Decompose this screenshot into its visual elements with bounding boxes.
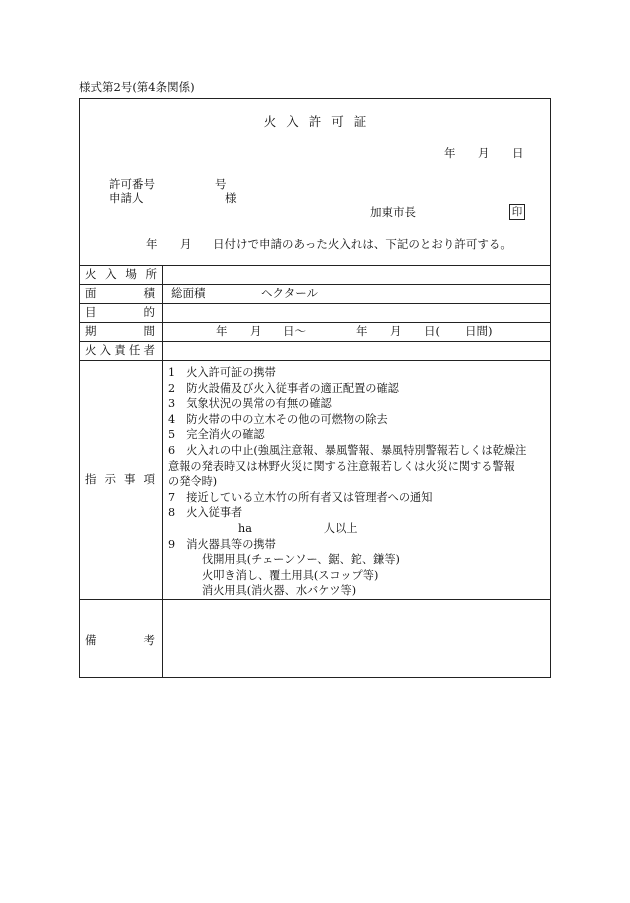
row-label-area: [85, 288, 155, 300]
row-label-place: [85, 269, 157, 281]
worker-people-unit: 人以上: [323, 521, 358, 535]
label-char: 所: [145, 267, 157, 281]
area-total-label: 総面積: [171, 286, 206, 300]
label-char: 考: [143, 633, 155, 647]
label-char: 者: [143, 343, 155, 357]
seal-stamp-box: 印: [509, 204, 525, 220]
row-label-purpose: [85, 307, 155, 319]
period-month-2: 月: [390, 324, 402, 338]
label-char: 積: [143, 286, 155, 300]
label-char: 事: [124, 472, 136, 486]
row-label-remarks: [85, 635, 155, 647]
worker-ratio-line: [168, 521, 548, 537]
instruction-subitem: 伐開用具(チェーンソー、鋸、鉈、鎌等): [202, 553, 400, 567]
period-year-1: 年: [216, 324, 228, 338]
date-day: 日: [512, 146, 524, 160]
instructions-list: [168, 365, 548, 599]
row-label-responsible: [85, 345, 155, 357]
label-char: 責: [114, 343, 126, 357]
label-char: 入: [105, 267, 117, 281]
row-divider: [80, 322, 550, 323]
row-divider: [80, 341, 550, 342]
statement-month: 月: [180, 237, 192, 251]
instruction-item: 8 火入従事者: [168, 506, 243, 520]
label-char: 場: [125, 267, 137, 281]
row-divider: [80, 265, 550, 266]
label-char: 面: [85, 286, 97, 300]
form-title: 火入許可証: [263, 114, 377, 129]
label-char: 指: [85, 472, 97, 486]
row-divider: [80, 303, 550, 304]
label-char: 間: [143, 324, 155, 338]
label-char: 任: [128, 343, 141, 357]
mayor-title: 加東市長: [370, 205, 416, 219]
instruction-subitem: 消火用具(消火器、水バケツ等): [202, 584, 357, 598]
instruction-item: 1 火入許可証の携帯: [168, 366, 276, 379]
period-month-1: 月: [250, 324, 262, 338]
applicant-suffix: 様: [225, 191, 237, 205]
label-char: 目: [85, 305, 97, 319]
period-year-2: 年: [356, 324, 368, 338]
statement-year: 年: [146, 237, 158, 251]
applicant-label: 申請人: [109, 191, 144, 205]
row-label-instructions: [85, 474, 155, 486]
label-char: 入: [99, 343, 112, 357]
worker-ha-unit: ha: [238, 521, 252, 535]
instruction-item: 6 火入れの中止(強風注意報、暴風警報、暴風特別警報若しくは乾燥注: [168, 443, 527, 457]
form-number-label: 様式第2号(第4条関係): [79, 80, 195, 94]
column-divider: [162, 265, 163, 677]
row-divider: [80, 599, 550, 600]
label-char: 項: [143, 472, 155, 486]
period-day-2: 日(: [424, 324, 440, 338]
period-day-1: 日〜: [283, 324, 306, 338]
row-label-period: [85, 326, 155, 338]
label-char: 火: [85, 267, 97, 281]
date-year: 年: [444, 146, 456, 160]
period-days: 日間): [465, 324, 493, 338]
instruction-item: 2 防火設備及び火入従事者の適正配置の確認: [168, 381, 399, 395]
label-char: 的: [143, 305, 155, 319]
label-char: 備: [85, 633, 97, 647]
area-unit-label: ヘクタール: [261, 286, 319, 300]
row-divider: [80, 360, 550, 361]
row-divider: [80, 284, 550, 285]
permit-form: [79, 98, 551, 678]
permit-number-label: 許可番号: [109, 177, 155, 191]
instruction-item: 4 防火帯の中の立木その他の可燃物の除去: [168, 412, 388, 426]
instruction-item: 5 完全消火の確認: [168, 428, 265, 442]
instruction-subitem: 火叩き消し、覆土用具(スコップ等): [202, 568, 379, 582]
instruction-item: 7 接近している立木竹の所有者又は管理者への通知: [168, 490, 433, 504]
permit-number-suffix: 号: [215, 177, 227, 191]
label-char: 期: [85, 324, 97, 338]
date-month: 月: [478, 146, 490, 160]
label-char: 示: [104, 472, 116, 486]
instruction-item: 3 気象状況の異常の有無の確認: [168, 397, 332, 411]
instruction-item-continued: の発令時): [168, 475, 218, 489]
statement-text: 日付けで申請のあった火入れは、下記のとおり許可する。: [213, 237, 512, 251]
label-char: 火: [85, 343, 97, 357]
instruction-item: 9 消火器具等の携帯: [168, 537, 276, 551]
instruction-item-continued: 意報の発表時又は林野火災に関する注意報若しくは火災に関する警報: [168, 459, 515, 473]
